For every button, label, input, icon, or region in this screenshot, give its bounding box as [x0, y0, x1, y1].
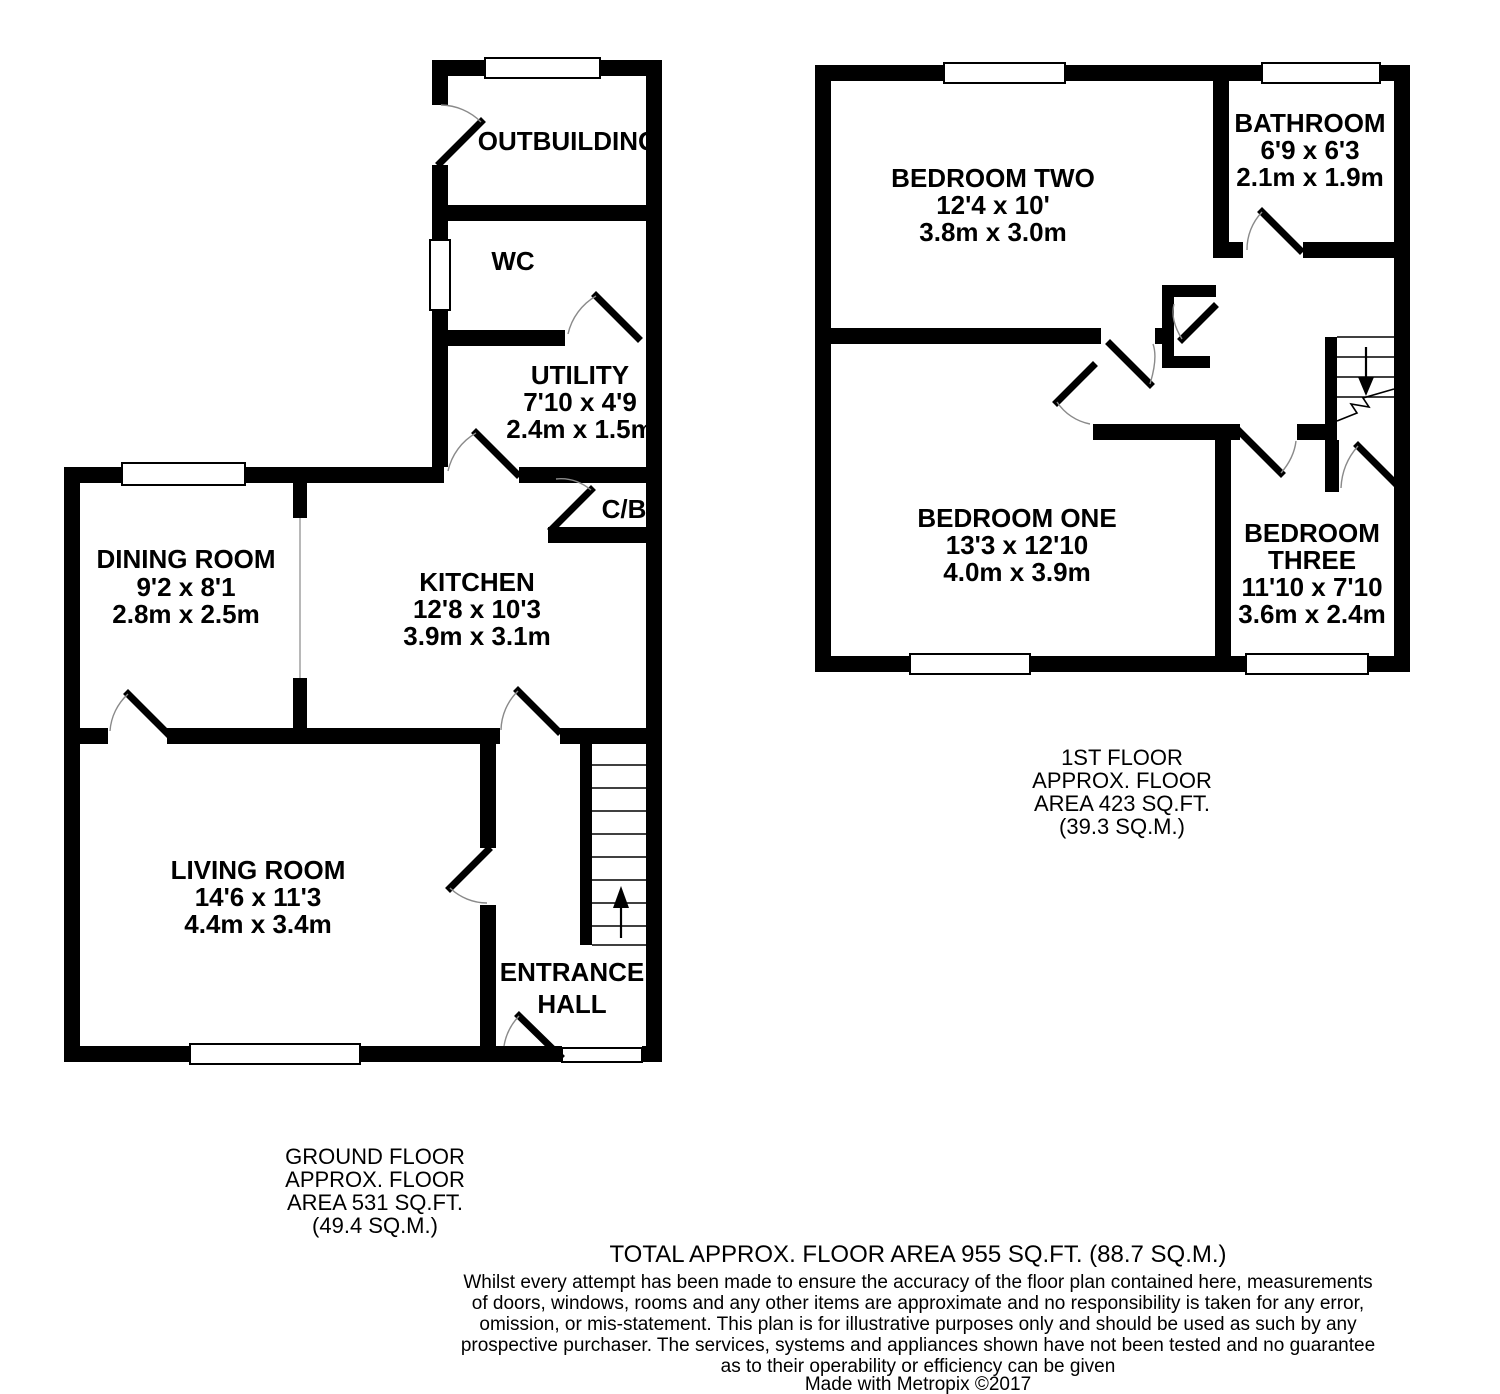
bedroom-one-window: [910, 654, 1030, 674]
room-label-bathroom: BATHROOM: [1234, 108, 1386, 138]
wall: [64, 728, 108, 744]
cupboard-door: [552, 490, 591, 529]
wall: [519, 467, 662, 483]
kitchen-door: [518, 691, 558, 731]
room-label-bedroom-two: BEDROOM TWO: [891, 163, 1095, 193]
room-dims-imperial: 6'9 x 6'3: [1260, 135, 1360, 165]
wall: [1213, 242, 1243, 258]
room-label-living: LIVING ROOM: [170, 855, 346, 885]
bedroom-three-window: [1246, 654, 1368, 674]
disclaimer-line: of doors, windows, rooms and any other items are approximate and no responsibility is taken for any error,: [471, 1293, 1365, 1314]
wall: [1325, 337, 1337, 424]
wall: [831, 328, 1101, 344]
door-arc: [1150, 344, 1155, 384]
room-dims-imperial: 12'8 x 10'3: [412, 594, 542, 624]
airing-cupboard-door: [1182, 307, 1214, 339]
footer-text: [461, 1241, 1375, 1394]
door-arc: [1173, 304, 1182, 339]
wall: [167, 728, 500, 744]
room-label-cb: C/B: [601, 494, 647, 524]
room-dims-metric: 3.6m x 2.4m: [1238, 599, 1386, 629]
room-dims-metric: 2.4m x 1.5m: [506, 414, 654, 444]
wall: [1215, 440, 1231, 656]
staircase-up: [592, 765, 646, 945]
room-label-hall-line2: HALL: [537, 989, 607, 1019]
wall: [815, 65, 831, 672]
door-arc: [1247, 212, 1262, 250]
room-label-wc: WC: [491, 246, 535, 276]
room-dims-imperial: 13'3 x 12'10: [945, 530, 1089, 560]
first-floor-caption-line4: (39.3 SQ.M.): [1059, 814, 1185, 839]
outbuilding-window: [485, 58, 600, 78]
room-dims-metric: 3.9m x 3.1m: [403, 621, 551, 651]
first-floor-plan: [815, 63, 1410, 674]
door-arc: [1341, 446, 1358, 488]
wall: [642, 1046, 662, 1062]
floor-captions: [285, 745, 1212, 1238]
first-floor-caption-line2: APPROX. FLOOR: [1032, 768, 1212, 793]
door-arc: [504, 1016, 519, 1046]
door-arc: [448, 433, 476, 471]
room-dims-imperial: 12'4 x 10': [936, 190, 1050, 220]
disclaimer-line: Whilst every attempt has been made to ensure the accuracy of the floor plan contained here, measurements: [463, 1272, 1373, 1293]
room-dims-imperial: 9'2 x 8'1: [136, 572, 236, 602]
wall: [480, 744, 496, 848]
door-arc: [1281, 441, 1296, 473]
first-floor-caption-line1: 1ST FLOOR: [1061, 745, 1183, 770]
front-door-slab: [562, 1048, 642, 1062]
wall: [293, 483, 307, 518]
door-arc: [501, 691, 518, 730]
ground-floor-labels: [96, 126, 658, 1019]
door-arc: [568, 296, 596, 334]
room-dims-metric: 3.8m x 3.0m: [919, 217, 1067, 247]
wall: [1297, 424, 1337, 440]
living-room-window: [190, 1044, 360, 1064]
room-dims-imperial: 11'10 x 7'10: [1241, 572, 1383, 602]
disclaimer-line: omission, or mis-statement. This plan is for illustrative purposes only and should be used as such by any: [479, 1314, 1357, 1335]
bedroom-three-door: [1240, 432, 1281, 473]
wall: [432, 165, 448, 240]
wc-door: [596, 296, 638, 338]
dining-room-door: [128, 694, 167, 733]
wall: [1325, 440, 1339, 492]
room-dims-metric: 2.8m x 2.5m: [112, 599, 260, 629]
wall: [432, 205, 662, 221]
ground-floor-plan: [64, 58, 662, 1064]
disclaimer-line: prospective purchaser. The services, systems and appliances shown have not been tested and no guarantee: [460, 1335, 1376, 1356]
ground-floor-caption-line4: (49.4 SQ.M.): [312, 1213, 438, 1238]
wall: [1093, 424, 1240, 440]
bedroom-two-door: [1110, 344, 1150, 384]
room-label-bedroom-one: BEDROOM ONE: [917, 503, 1117, 533]
down-arrow-icon: [1358, 377, 1374, 396]
bathroom-window: [1262, 63, 1380, 83]
wall: [64, 1046, 190, 1062]
first-floor-caption-line3: AREA 423 SQ.FT.: [1033, 791, 1211, 816]
room-label-utility: UTILITY: [530, 360, 630, 390]
room-dims-metric: 4.0m x 3.9m: [943, 557, 1091, 587]
room-label-kitchen: KITCHEN: [419, 567, 535, 597]
credit-text: Made with Metropix ©2017: [804, 1374, 1032, 1394]
room-dims-imperial: 14'6 x 11'3: [194, 882, 322, 912]
wall: [1213, 81, 1229, 242]
room-dims-metric: 2.1m x 1.9m: [1236, 162, 1384, 192]
wall: [560, 728, 662, 744]
door-arc: [1057, 402, 1090, 424]
disclaimer-line: as to their operability or efficiency can be given: [720, 1356, 1116, 1377]
wall: [293, 678, 307, 728]
total-area-text: TOTAL APPROX. FLOOR AREA 955 SQ.FT. (88.7 SQ.M.): [609, 1241, 1227, 1268]
room-label-bedroom-three-line1: BEDROOM: [1244, 518, 1380, 548]
room-label-dining: DINING ROOM: [96, 544, 276, 574]
door-arc: [110, 694, 128, 731]
bedroom-two-window: [944, 63, 1065, 83]
wall: [1162, 285, 1174, 368]
up-arrow-icon: [613, 886, 629, 908]
bedroom-one-door: [1057, 366, 1093, 402]
door-arc: [441, 105, 481, 122]
living-room-door: [450, 850, 488, 888]
room-label-bedroom-three-line2: THREE: [1267, 545, 1357, 575]
staircase-down: [1337, 337, 1394, 421]
wall: [432, 330, 565, 346]
room-dims-imperial: 7'10 x 4'9: [523, 387, 637, 417]
dining-room-window: [122, 463, 245, 485]
wall: [1162, 356, 1210, 368]
wall: [1303, 242, 1410, 258]
room-label-outbuilding: OUTBUILDING: [477, 126, 659, 156]
bathroom-door: [1262, 212, 1300, 250]
wall: [480, 905, 496, 1046]
room-dims-metric: 4.4m x 3.4m: [184, 909, 332, 939]
wall: [548, 527, 662, 543]
wc-window: [430, 240, 450, 310]
room-label-hall-line1: ENTRANCE: [499, 957, 645, 987]
overstairs-cupboard-door: [1358, 446, 1395, 483]
wall: [432, 60, 448, 105]
wall: [360, 1046, 562, 1062]
door-arc: [450, 888, 487, 903]
outbuilding-door: [440, 122, 481, 163]
wall: [1394, 65, 1410, 672]
ground-floor-caption-line3: AREA 531 SQ.FT.: [286, 1190, 464, 1215]
wall: [64, 467, 80, 1062]
wall: [580, 744, 592, 945]
ground-floor-caption-line2: APPROX. FLOOR: [285, 1167, 465, 1192]
wall: [245, 467, 444, 483]
ground-floor-caption-line1: GROUND FLOOR: [285, 1144, 465, 1169]
